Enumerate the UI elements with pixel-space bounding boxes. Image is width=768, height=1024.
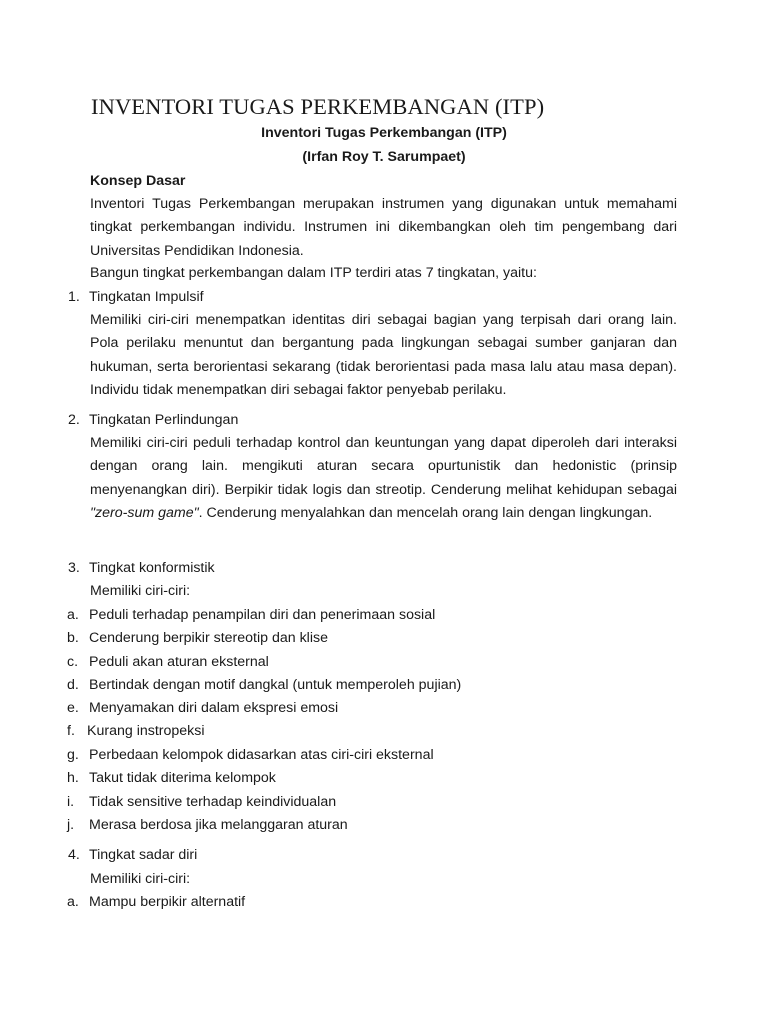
document-subtitle: Inventori Tugas Perkembangan (ITP): [261, 125, 507, 141]
stage-number: 1.: [68, 289, 80, 305]
stage-title: Tingkatan Impulsif: [89, 289, 204, 305]
stage-description: [90, 432, 677, 526]
stage-number: 2.: [68, 412, 80, 428]
stage-number: 3.: [68, 560, 80, 576]
description-text: . Cenderung menyalahkan dan mencelah orang lain dengan lingkungan.: [198, 505, 653, 522]
list-item-letter: g.: [67, 747, 79, 763]
stage-description: Memiliki ciri-ciri menempatkan identitas diri sebagai bagian yang terpisah dari orang lain. Pola perilaku menuntut dan bergantung pada lingkungan sebagai sumber ganjaran dan hukuman, serta berorientasi sekarang (tidak berorientasi pada masa lalu atau masa depan). Individu tidak menempatkan diri sebagai faktor penyebab perilaku.: [90, 312, 677, 399]
stage-title: Tingkatan Perlindungan: [89, 412, 239, 428]
stage-title: Tingkat sadar diri: [89, 847, 198, 863]
list-item: Mampu berpikir alternatif: [89, 894, 246, 910]
list-item-letter: b.: [67, 630, 79, 646]
stage-title: Tingkat konformistik: [89, 560, 215, 576]
document-author: (Irfan Roy T. Sarumpaet): [302, 149, 466, 165]
list-item-letter: d.: [67, 677, 79, 693]
list-item: Kurang instropeksi: [87, 723, 205, 739]
stage-number: 4.: [68, 847, 80, 863]
list-item: Takut tidak diterima kelompok: [89, 770, 276, 786]
list-item: Tidak sensitive terhadap keindividualan: [89, 794, 337, 810]
list-item: Peduli terhadap penampilan diri dan penerimaan sosial: [89, 607, 436, 623]
list-item-letter: j.: [67, 817, 75, 833]
stage-subheading: Memiliki ciri-ciri:: [90, 583, 191, 599]
description-text: Memiliki ciri-ciri peduli terhadap kontrol dan keuntungan yang dapat diperoleh dari interaksi dengan orang lain. mengikuti aturan secara opurtunistik dan hedonistic (prinsip menyenangkan diri). Berpikir tidak logis dan streotip. Cenderung melihat kehidupan sebagai: [90, 435, 677, 498]
intro-paragraph: Inventori Tugas Perkembangan merupakan instrumen yang digunakan untuk memahami tingkat perkembangan individu. Instrumen ini dikembangkan oleh tim pengembang dari Universitas Pendidikan Indonesia.: [90, 196, 677, 259]
list-item-letter: c.: [67, 654, 79, 670]
section-heading: Konsep Dasar: [90, 173, 186, 189]
description-italic-term: "zero-sum game": [90, 505, 199, 522]
list-item-letter: a.: [67, 894, 79, 910]
intro-line: Bangun tingkat perkembangan dalam ITP terdiri atas 7 tingkatan, yaitu:: [90, 265, 537, 281]
list-item: Merasa berdosa jika melanggaran aturan: [89, 817, 348, 833]
list-item-letter: e.: [67, 700, 79, 716]
list-item: Cenderung berpikir stereotip dan klise: [89, 630, 328, 646]
list-item: Menyamakan diri dalam ekspresi emosi: [89, 700, 339, 716]
list-item: Bertindak dengan motif dangkal (untuk memperoleh pujian): [89, 677, 462, 693]
list-item: Perbedaan kelompok didasarkan atas ciri-ciri eksternal: [89, 747, 434, 763]
document-title: INVENTORI TUGAS PERKEMBANGAN (ITP): [91, 94, 545, 119]
list-item-letter: f.: [67, 723, 75, 739]
list-item: Peduli akan aturan eksternal: [89, 654, 269, 670]
list-item-letter: i.: [67, 794, 75, 810]
stage-subheading: Memiliki ciri-ciri:: [90, 871, 191, 887]
list-item-letter: h.: [67, 770, 79, 786]
list-item-letter: a.: [67, 607, 79, 623]
